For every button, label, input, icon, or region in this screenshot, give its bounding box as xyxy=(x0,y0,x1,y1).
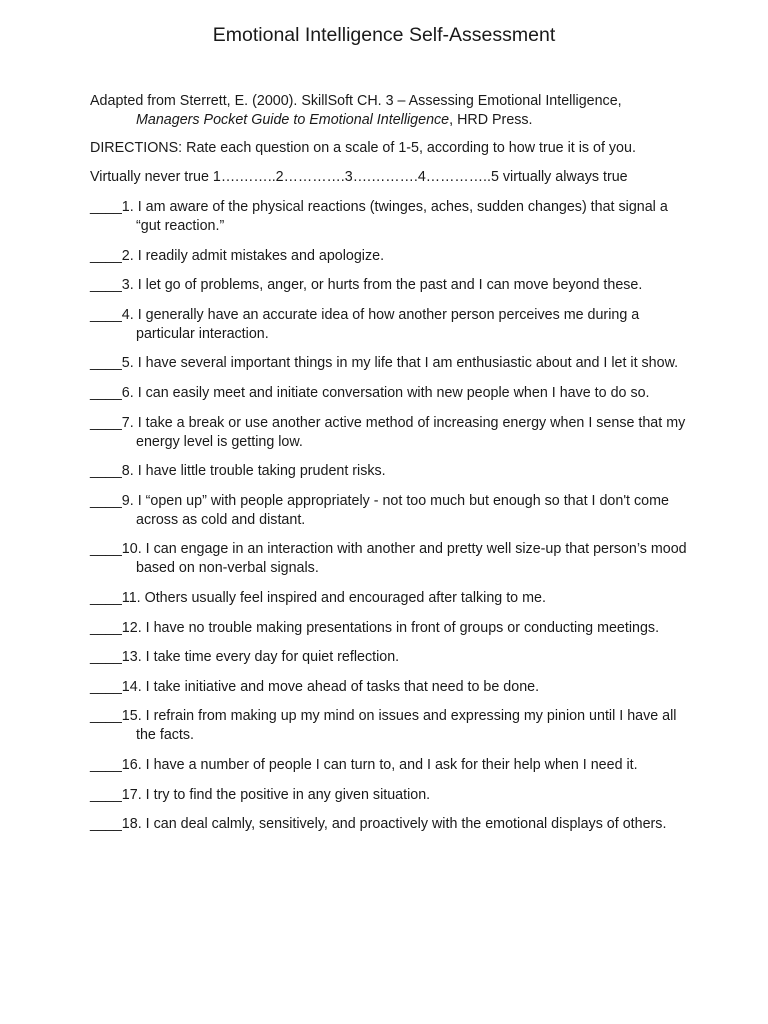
question-text: ____5. I have several important things in my life that I am enthusiastic about and I let it show. xyxy=(90,355,679,372)
question-text: ____18. I can deal calmly, sensitively, and proactively with the emotional displays of others. xyxy=(90,816,667,833)
question-text: ____15. I refrain from making up my mind on issues and expressing my pinion until I have all the facts. xyxy=(90,708,677,744)
question-text: ____17. I try to find the positive in any given situation. xyxy=(90,786,431,803)
question-item-12 xyxy=(90,619,690,638)
question-item-14 xyxy=(90,678,690,697)
book-title: Managers Pocket Guide to Emotional Intelligence xyxy=(136,112,450,128)
question-text: ____2. I readily admit mistakes and apologize. xyxy=(90,247,385,264)
question-list xyxy=(90,198,690,834)
question-text: ____10. I can engage in an interaction with another and pretty well size-up that person’s mood based on non-verbal signals. xyxy=(90,541,687,577)
question-item-10 xyxy=(90,540,690,578)
document-body xyxy=(90,92,690,845)
question-item-17 xyxy=(90,786,690,805)
question-item-4 xyxy=(90,306,690,344)
question-item-8 xyxy=(90,462,690,481)
citation-line1: Adapted from Sterrett, E. (2000). SkillSoft CH. 3 – Assessing Emotional Intelligence, xyxy=(90,93,622,109)
question-text: ____1. I am aware of the physical reactions (twinges, aches, sudden changes) that signal a “gut reaction.” xyxy=(90,199,668,234)
question-text: ____4. I generally have an accurate idea of how another person perceives me during a particular interaction. xyxy=(90,306,640,342)
question-item-7 xyxy=(90,414,690,452)
citation xyxy=(90,92,690,130)
citation-line2 xyxy=(90,111,690,130)
question-text: ____13. I take time every day for quiet reflection. xyxy=(90,649,400,666)
question-text: ____7. I take a break or use another active method of increasing energy when I sense that my energy level is getting low. xyxy=(90,414,686,450)
question-text: ____14. I take initiative and move ahead of tasks that need to be done. xyxy=(90,678,540,695)
question-item-15 xyxy=(90,707,690,745)
question-text: ____11. Others usually feel inspired and encouraged after talking to me. xyxy=(90,589,546,606)
question-text: ____16. I have a number of people I can turn to, and I ask for their help when I need it. xyxy=(90,756,638,773)
question-item-16 xyxy=(90,756,690,775)
question-item-1 xyxy=(90,198,690,236)
question-text: ____8. I have little trouble taking prudent risks. xyxy=(90,463,386,480)
question-item-3 xyxy=(90,276,690,295)
directions: DIRECTIONS: Rate each question on a scale of 1-5, according to how true it is of you. xyxy=(90,140,636,156)
question-text: ____6. I can easily meet and initiate conversation with new people when I have to do so. xyxy=(90,384,650,401)
question-item-9 xyxy=(90,492,690,530)
page-title: Emotional Intelligence Self-Assessment xyxy=(212,24,556,46)
question-item-13 xyxy=(90,648,690,667)
rating-scale: Virtually never true 1….……..2………….3….……….4…………..5 virtually always true xyxy=(90,169,628,185)
question-item-11 xyxy=(90,589,690,608)
question-item-5 xyxy=(90,354,690,373)
question-text: ____9. I “open up” with people appropriately - not too much but enough so that I don't come across as cold and distant. xyxy=(90,492,669,528)
question-item-18 xyxy=(90,815,690,834)
question-text: ____12. I have no trouble making presentations in front of groups or conducting meetings. xyxy=(90,619,660,636)
publisher: , HRD Press. xyxy=(449,112,533,128)
question-item-6 xyxy=(90,384,690,403)
question-text: ____3. I let go of problems, anger, or hurts from the past and I can move beyond these. xyxy=(90,277,643,294)
question-item-2 xyxy=(90,247,690,266)
